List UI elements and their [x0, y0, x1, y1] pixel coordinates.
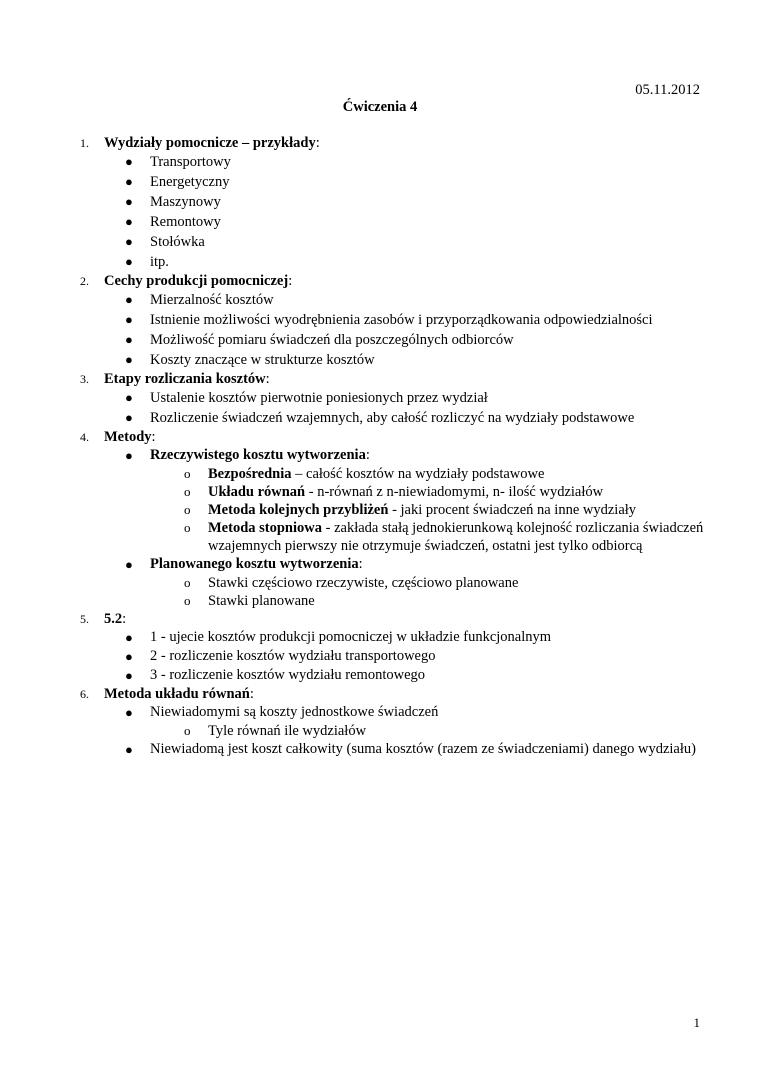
circle-bullet-icon: o	[184, 575, 191, 590]
bullet-icon: ●	[125, 448, 133, 463]
section-label: Metody	[104, 429, 152, 445]
sub-list-item: o Metoda stopniowa - zakłada stałą jednokierunkową kolejność rozliczania świadczeń wzajemnych pierwszy nie otrzymuje świadczeń, ostatni jest tylko odbiorcą	[184, 520, 704, 554]
section-colon: :	[288, 273, 293, 289]
section-label: Cechy produkcji pomocniczej	[104, 273, 289, 289]
section-colon: :	[249, 686, 254, 702]
bullet-icon: ●	[125, 194, 133, 209]
circle-bullet-icon: o	[184, 520, 191, 535]
sub-list-item: o Metoda kolejnych przybliżeń - jaki procent świadczeń na inne wydziały	[184, 502, 637, 518]
list-item: ● 3 - rozliczenie kosztów wydziału remontowego	[125, 667, 426, 683]
list-item: ● Niewiadomą jest koszt całkowity (suma kosztów (razem ze świadczeniami) danego wydziału)	[125, 741, 696, 757]
bullet-icon: ●	[125, 312, 133, 327]
bullet-icon: ●	[125, 352, 133, 367]
list-item: ● Ustalenie kosztów pierwotnie poniesionych przez wydział	[125, 390, 488, 406]
section-heading	[76, 272, 716, 290]
sub-list-item: o Układu równań - n-równań z n-niewiadomymi, n- ilość wydziałów	[184, 484, 604, 500]
list-item: ● Remontowy	[125, 214, 221, 230]
list-item: ● Mierzalność kosztów	[125, 292, 274, 308]
bullet-icon: ●	[125, 174, 133, 189]
list-item: ● Rzeczywistego kosztu wytworzenia:	[125, 447, 370, 463]
circle-bullet-icon: o	[184, 593, 191, 608]
bullet-icon: ●	[125, 214, 133, 229]
bullet-icon: ●	[125, 254, 133, 269]
document-body	[76, 134, 716, 759]
bullet-icon: ●	[125, 649, 133, 664]
section-label: Wydziały pomocnicze – przykłady	[104, 135, 316, 151]
list-item: ● Rozliczenie świadczeń wzajemnych, aby całość rozliczyć na wydziały podstawowe	[125, 410, 635, 426]
sub-list-item: o Stawki częściowo rzeczywiste, częściowo planowane	[184, 575, 519, 591]
list-item: ● Koszty znaczące w strukturze kosztów	[125, 352, 375, 368]
list-item: ● Istnienie możliwości wyodrębnienia zasobów i przyporządkowania odpowiedzialności	[125, 312, 653, 328]
bullet-icon: ●	[125, 292, 133, 307]
list-item: ● 1 - ujecie kosztów produkcji pomocniczej w układzie funkcjonalnym	[125, 629, 552, 645]
section-number: 1.	[80, 136, 89, 150]
list-item: ● Możliwość pomiaru świadczeń dla poszczególnych odbiorców	[125, 332, 514, 348]
list-item: ● Stołówka	[125, 234, 205, 250]
section-number: 4.	[80, 430, 89, 444]
sub-list-item: o Bezpośrednia – całość kosztów na wydziały podstawowe	[184, 466, 545, 482]
sub-list-item: o Tyle równań ile wydziałów	[184, 723, 367, 739]
section-label: Metoda układu równań	[104, 686, 250, 702]
list-item: ● Maszynowy	[125, 194, 221, 210]
bullet-icon: ●	[125, 557, 133, 572]
section-colon: :	[122, 611, 127, 627]
section-heading	[76, 370, 716, 388]
bullet-icon: ●	[125, 705, 133, 720]
bullet-icon: ●	[125, 390, 133, 405]
list-item: ● Energetyczny	[125, 174, 230, 190]
bullet-icon: ●	[125, 410, 133, 425]
section-heading	[76, 610, 716, 628]
section-label: 5.2	[104, 611, 123, 627]
bullet-icon: ●	[125, 742, 133, 757]
section-colon: :	[151, 429, 156, 445]
sub-list-item: o Stawki planowane	[184, 593, 315, 609]
list-item: ● 2 - rozliczenie kosztów wydziału transportowego	[125, 648, 436, 664]
circle-bullet-icon: o	[184, 484, 191, 499]
page-title: Ćwiczenia 4	[342, 99, 418, 115]
bullet-icon: ●	[125, 630, 133, 645]
document-date: 05.11.2012	[635, 82, 700, 98]
section-heading	[76, 428, 716, 446]
list-item: ● itp.	[125, 254, 169, 270]
section-number: 5.	[80, 612, 89, 626]
section-number: 3.	[80, 372, 89, 386]
section-number: 2.	[80, 274, 89, 288]
bullet-icon: ●	[125, 234, 133, 249]
list-item: ● Transportowy	[125, 154, 231, 170]
bullet-icon: ●	[125, 332, 133, 347]
section-heading	[76, 685, 716, 703]
section-heading	[76, 134, 716, 152]
circle-bullet-icon: o	[184, 466, 191, 481]
list-item: ● Planowanego kosztu wytworzenia:	[125, 556, 363, 572]
circle-bullet-icon: o	[184, 723, 191, 738]
page-number: 1	[693, 1015, 700, 1030]
list-item: ● Niewiadomymi są koszty jednostkowe świadczeń	[125, 704, 439, 720]
section-colon: :	[265, 371, 270, 387]
section-colon: :	[315, 135, 320, 151]
bullet-icon: ●	[125, 154, 133, 169]
bullet-icon: ●	[125, 668, 133, 683]
circle-bullet-icon: o	[184, 502, 191, 517]
section-number: 6.	[80, 687, 89, 701]
section-label: Etapy rozliczania kosztów	[104, 371, 266, 387]
